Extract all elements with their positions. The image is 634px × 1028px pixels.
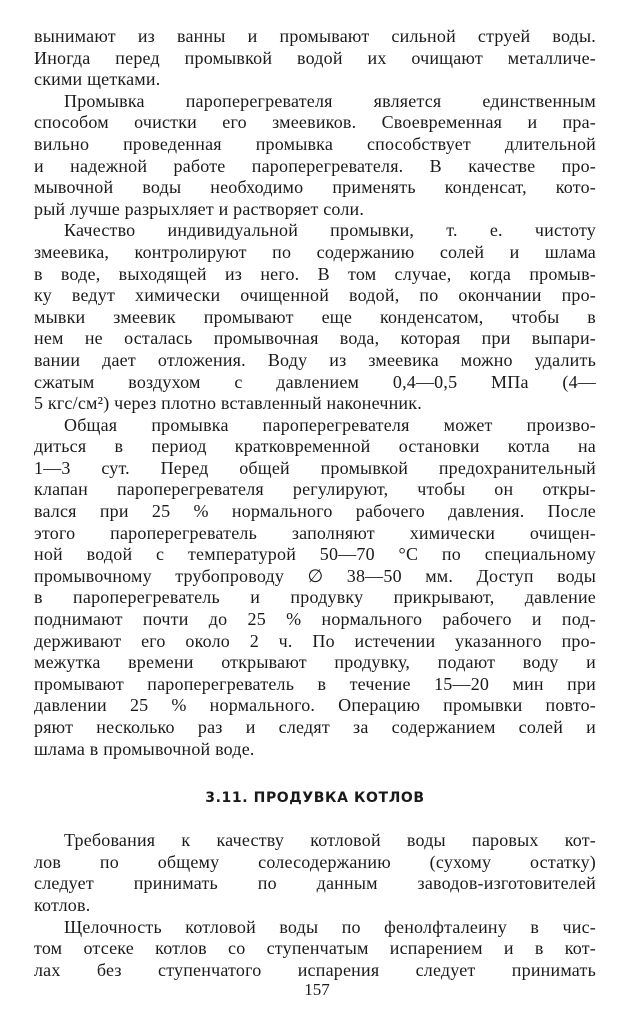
text-line: ной водой с температурой 50—70 °С по специальному <box>34 544 596 565</box>
text-line: рый лучше разрыхляет и растворяет соли. <box>34 198 365 219</box>
text-line: ку ведут химически очищенной водой, по окончании про- <box>34 285 596 306</box>
text-line: промывочному трубопроводу ∅ 38—50 мм. Доступ воды <box>34 565 596 586</box>
text-line: том отсеке котлов со ступенчатым испарением и в кот- <box>34 938 596 959</box>
text-line: вильно проведенная промывка способствует длительной <box>34 133 596 154</box>
text-line: клапан пароперегревателя регулируют, чтобы он откры- <box>34 479 596 500</box>
text-line: Щелочность котловой воды по фенолфталеину в чис- <box>64 916 596 937</box>
text-line: скими щетками. <box>34 69 161 90</box>
paragraph <box>34 830 596 916</box>
text-line: шлама в промывочной воде. <box>34 738 255 759</box>
text-line: поднимают почти до 25 % нормального рабочего и под- <box>34 609 596 630</box>
text-line: 5 кгс/см²) через плотно вставленный наконечник. <box>34 393 422 414</box>
text-line: лах без ступенчатого испарения следует принимать <box>34 959 596 980</box>
text-line: в воде, выходящей из него. В том случае, когда промыв- <box>34 263 596 284</box>
text-line: мывки змеевик промывают еще конденсатом, чтобы в <box>34 306 596 327</box>
text-line: вынимают из ванны и промывают сильной струей воды. <box>34 26 596 46</box>
paragraph <box>34 26 596 91</box>
text-line: способом очистки его змеевиков. Своевременная и пра- <box>34 112 596 133</box>
paragraph <box>34 220 596 414</box>
text-line: этого пароперегреватель заполняют химически очищен- <box>34 522 596 543</box>
text-line: диться в период кратковременной остановки котла на <box>34 436 596 457</box>
text-line: следует принимать по данным заводов-изготовителей <box>34 873 596 894</box>
text-line: межутка времени открывают продувку, подают воду и <box>34 652 596 673</box>
page-body <box>34 26 596 981</box>
text-line: Требования к качеству котловой воды паровых кот- <box>64 830 596 851</box>
text-line: Промывка пароперегревателя является единственным <box>64 90 596 111</box>
text-line: Качество индивидуальной промывки, т. е. чистоту <box>64 220 596 241</box>
text-line: ряют несколько раз и следят за содержанием солей и <box>34 717 596 737</box>
text-line: змеевика, контролируют по содержанию солей и шлама <box>34 241 596 262</box>
text-line: котлов. <box>34 894 91 915</box>
text-line: держивают его около 2 ч. По истечении указанного про- <box>34 630 596 651</box>
text-line: вании дает отложения. Воду из змеевика можно удалить <box>34 349 596 370</box>
text-line: в пароперегреватель и продувку прикрывают, давление <box>34 587 596 608</box>
text-line: Общая промывка пароперегревателя может произво- <box>64 414 596 435</box>
page-number: 157 <box>304 980 330 999</box>
paragraph <box>34 917 596 982</box>
section-heading: 3.11. ПРОДУВКА КОТЛОВ <box>205 790 425 807</box>
text-line: промывают пароперегреватель в течение 15—20 мин при <box>34 673 596 694</box>
text-line: лов по общему солесодержанию (сухому остатку) <box>34 851 596 872</box>
text-line: давлении 25 % нормального. Операцию промывки повто- <box>34 695 596 716</box>
paragraph <box>34 415 596 761</box>
text-line: вался при 25 % нормального рабочего давления. После <box>34 501 596 522</box>
text-line: и надежной работе пароперегревателя. В качестве про- <box>34 155 596 176</box>
text-section-top <box>34 26 596 760</box>
text-line: нем не осталась промывочная вода, которая при выпари- <box>34 328 596 349</box>
text-line: 1—3 сут. Перед общей промывкой предохранительный <box>34 457 596 478</box>
text-line: Иногда перед промывкой водой их очищают металличе- <box>34 47 596 68</box>
text-section-bottom <box>34 830 596 981</box>
text-line: сжатым воздухом с давлением 0,4—0,5 МПа (4— <box>34 371 596 392</box>
text-line: мывочной воды необходимо применять конденсат, кото- <box>34 177 596 198</box>
paragraph <box>34 91 596 221</box>
